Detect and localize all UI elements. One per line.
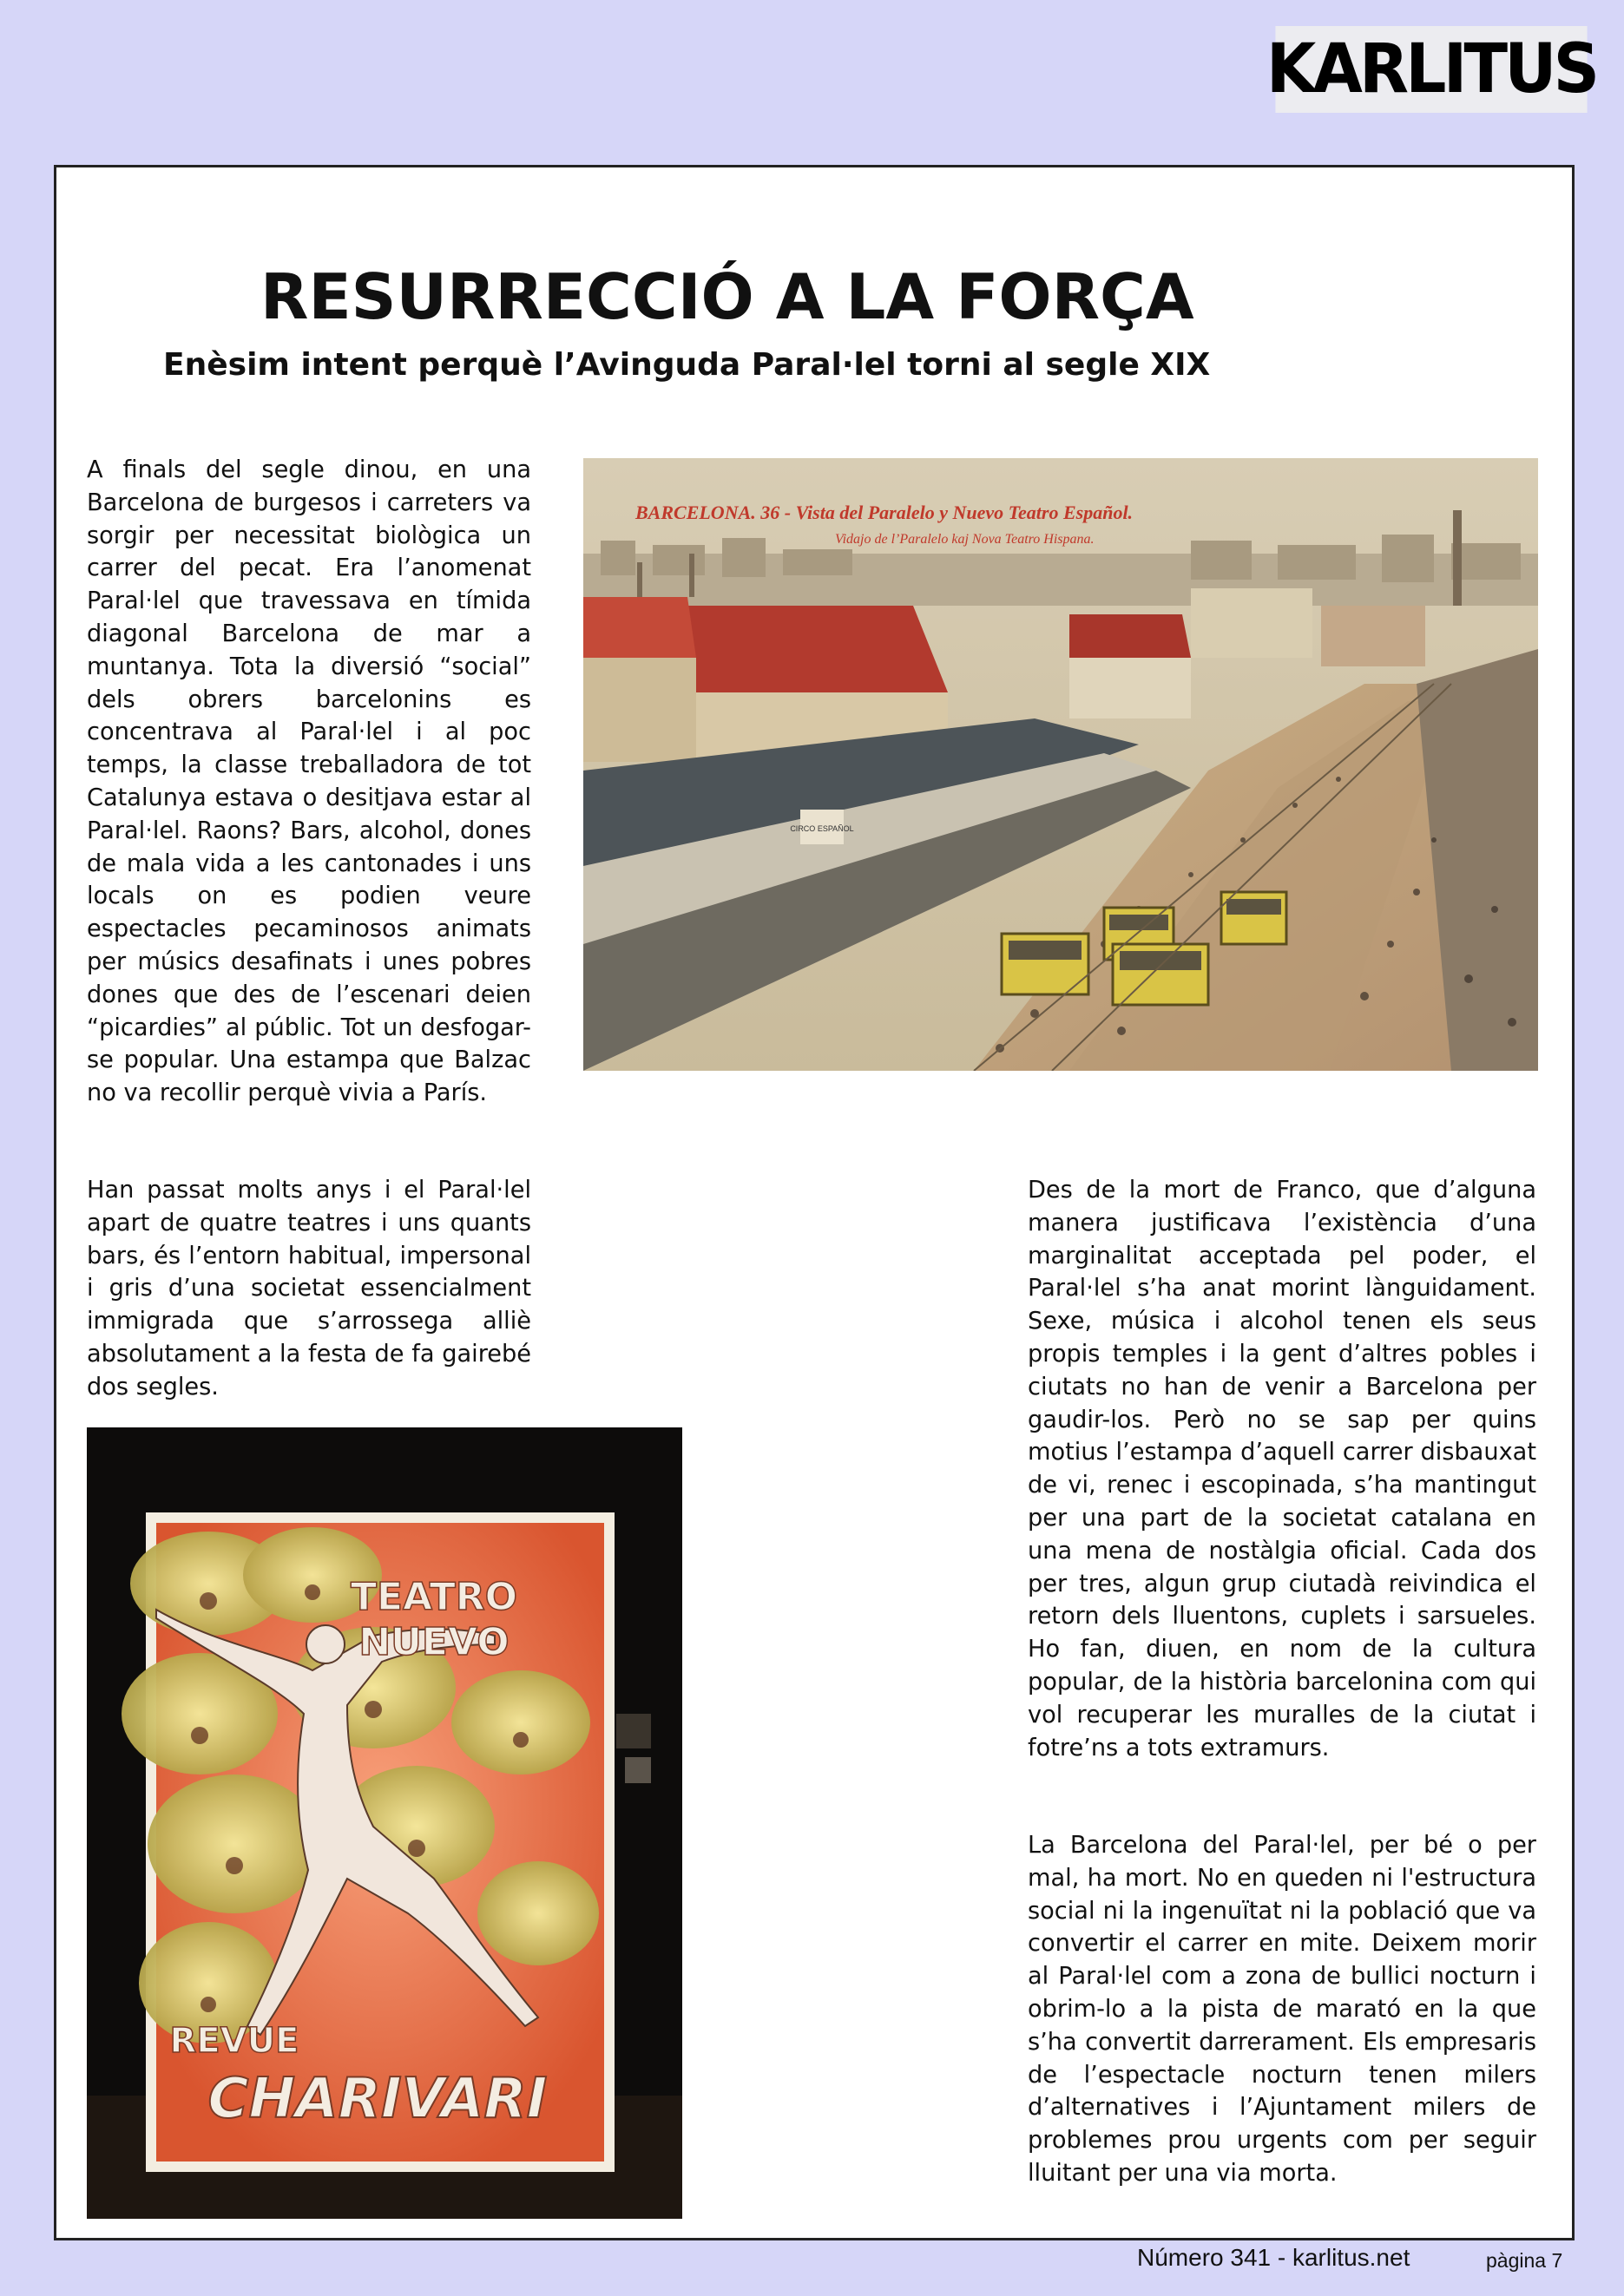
postcard-photo: [583, 458, 1538, 1071]
paragraph-2: Han passat molts anys i el Paral·lel apart de quatre teatres i uns quants bars, és l’entorn habitual, impersonal i gris d’una societat essencialment immigrada que s’arrossega alliè absolutament a la festa de fa gairebé dos segles.: [87, 1177, 531, 1401]
poster-revue-text: REVUE: [169, 2021, 299, 2061]
article-title: RESURRECCIÓ A LA FORÇA: [260, 260, 1194, 333]
postcard-caption-1: BARCELONA. 36 - Vista del Paralelo y Nuevo Teatro Español.: [635, 502, 1134, 523]
karlitus-logo: KARLITUS: [1275, 26, 1587, 113]
poster-nuevo-text: NUEVO: [358, 1620, 510, 1664]
poster-teatro-text: TEATRO: [350, 1575, 518, 1619]
footer-page: pàgina 7: [1486, 2249, 1563, 2272]
paragraph-3: Des de la mort de Franco, que d’alguna manera justificava l’existència d’una marginalitat acceptada pel poder, el Paral·lel s’ha anat morint lànguidament. Sexe, música i alcohol tenen els seus propis temples i la gent d’altres pobles i ciutats no han de venir a Barcelona per gaudir-los. Però no se sap per quins motius l’estampa d’aquell carrer disbauxat de vi, renec i escopinada, s’ha mantingut per una part de la societat catalana en una mena de nostàlgia oficial. Cada dos per tres, algun grup ciutadà reivindica el retorn dels lluentons, cuplets i sarsueles. Ho fan, diuen, en nom de la cultura popular, de la història barcelonina com qui vol recuperar les muralles de la ciutat i fotre’ns a tots extramurs.: [1028, 1177, 1536, 1761]
footer-issue: Número 341 - karlitus.net: [1137, 2244, 1410, 2271]
poster-charivari-text: CHARIVARI: [207, 2067, 548, 2131]
poster-photo: [87, 1427, 682, 2219]
circo-sign: CIRCO ESPAÑOL: [790, 824, 854, 833]
postcard-caption-2: Vidajo de l’Paralelo kaj Nova Teatro Hispana.: [835, 532, 1095, 547]
paragraph-1: A finals del segle dinou, en una Barcelona de burgesos i carreters va sorgir per necessitat biològica un carrer del pecat. Era l’anomenat Paral·lel que travessava en tímida diagonal Barcelona de mar a muntanya. Tota la diversió “social” dels obrers barcelonins es concentrava al Paral·lel i al poc temps, la classe treballadora de tot Catalunya estava o desitjava estar al Paral·lel. Raons? Bars, alcohol, dones de mala vida a les cantonades i uns locals on es podien veure espectacles pecaminosos animats per músics desafinats i unes pobres dones que des de l’escenari deien “picardies” al públic. Tot un desfogar-se popular. Una estampa que Balzac no va recollir perquè vivia a París.: [87, 456, 531, 1107]
article-subtitle: Enèsim intent perquè l’Avinguda Paral·lel torni al segle XIX: [163, 347, 1211, 383]
paragraph-4: La Barcelona del Paral·lel, per bé o per mal, ha mort. No en queden ni l'estructura social ni la ingenuïtat ni la població que va convertir el carrer en mite. Deixem morir al Paral·lel com a zona de bullici nocturn i obrim-lo a la pista de marató en la que s’ha convertit darrerament. Els empresaris de l’espectacle nocturn tenen milers d’alternatives i l’Ajuntament milers de problemes prou urgents com per seguir lluitant per una via morta.: [1028, 1832, 1536, 2187]
